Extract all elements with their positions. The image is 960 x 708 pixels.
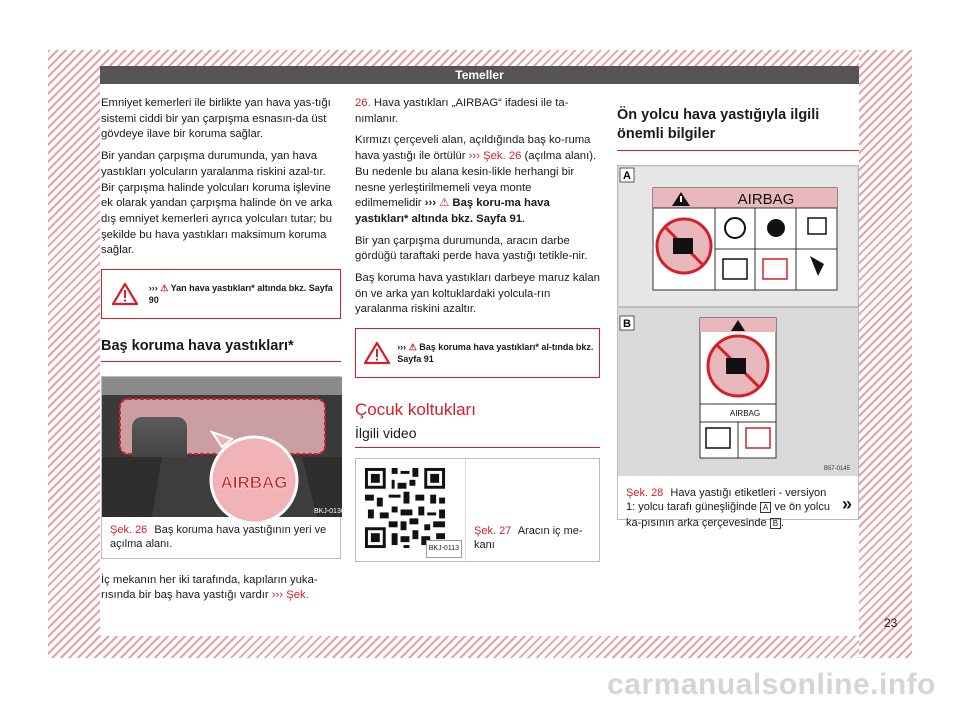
figure-label: Şek. 26 — [110, 523, 148, 536]
column-2 — [355, 96, 600, 562]
warning-reference[interactable]: Yan hava yastıkları* altında bkz. Sayfa 90 — [148, 283, 333, 306]
hatch-border-left — [48, 50, 100, 658]
figure-caption: Aracın iç me-kanı — [474, 524, 583, 552]
label-b: B — [623, 318, 631, 330]
label-a-text: AIRBAG — [737, 191, 795, 208]
paragraph: Emniyet kemerleri ile birlikte yan hava yas-tığı sistemi ciddi bir yan çarpışma esnasın-da üst gövdeye ilave bir koruma sağlar. — [101, 97, 331, 141]
paragraph: Hava yastıkları „AIRBAG“ ifadesi ile ta-nımlanır. — [355, 97, 569, 125]
page-content — [100, 84, 859, 636]
label-b-text: AIRBAG — [729, 409, 761, 418]
figure-code: B57-0145 — [823, 466, 850, 472]
figure-ref[interactable]: 26. — [355, 97, 371, 109]
small-warning-icon: ⚠ — [160, 283, 169, 294]
figure-label: Şek. 27 — [474, 524, 512, 537]
qr-code-panel[interactable] — [356, 459, 466, 561]
paragraph: İç mekanın her iki tarafında, kapıların yuka-rısında bir baş hava yastığı vardır — [101, 573, 318, 602]
column-3 — [617, 96, 859, 529]
column-1 — [101, 96, 345, 610]
figure-code: BKJ-0136 — [314, 507, 345, 515]
figure-caption: Baş koruma hava yastığının yeri ve açılma alanı. — [110, 523, 327, 551]
airbag-word-text: AIRBAG — [220, 472, 288, 492]
figure-code: BKJ-0113 — [426, 540, 462, 558]
hatch-border-right — [859, 50, 912, 658]
warning-reference[interactable]: Baş koruma hava yastıkları* al-tında bkz. Sayfa 91 — [397, 342, 594, 365]
figure-caption: Hava yastığı etiketleri - versiyon 1: yolcu tarafı güneşliğinde — [626, 486, 827, 514]
warning-box — [101, 269, 341, 319]
inline-label-a: A — [760, 502, 771, 513]
label-a: A — [623, 170, 631, 182]
subheading: İlgili video — [355, 426, 600, 448]
airbag-location-image — [102, 377, 345, 517]
airbag-labels-image — [618, 166, 858, 476]
paragraph: Bir yandan çarpışma durumunda, yan hava yastıkları yolcuların yaralanma riskini azal-tır. Bir çarpışma halinde yolcuları koruma işlevine ek olarak yandan çarpışma halinde ön ve arka dış emniyet kemerleri ayrıca yolcuları tutar; bu şekilde bu hava yastıkları maksimum koruma sağlar. — [101, 150, 333, 257]
watermark: carmanualsonline.info — [607, 668, 936, 701]
punctuation: . — [522, 212, 526, 225]
section-heading: Baş koruma hava yastıkları* — [101, 331, 341, 362]
figure-link[interactable]: ››› Şek. 26 — [468, 150, 522, 163]
punctuation: . — [781, 516, 785, 529]
figure-caption-mid: ve ön yolcu ka-pısının arka çerçevesinde — [626, 501, 830, 529]
link-arrows[interactable]: ››› — [397, 342, 407, 353]
hatch-border-bottom — [48, 636, 912, 658]
figure-27 — [355, 458, 600, 562]
small-warning-icon: ⚠ — [439, 197, 450, 210]
warning-triangle-icon — [356, 341, 397, 365]
paragraph: (açılma alanı). Bu nedenle bu alana kesin-likle herhangi bir nesne yerleştirilmemeli veya monte edilmemelidir — [355, 150, 597, 210]
paragraph: Bir yan çarpışma durumunda, aracın darbe gördüğü taraftaki perde hava yastığı tetikle-nir. — [355, 234, 588, 263]
figure-link[interactable]: ››› Şek. — [271, 589, 309, 602]
section-heading: Ön yolcu hava yastığıyla ilgili önemli bilgiler — [617, 98, 859, 151]
section-header: Temeller — [100, 66, 859, 84]
warning-box — [355, 328, 600, 378]
link-arrows[interactable]: ››› — [424, 197, 436, 210]
figure-28 — [617, 165, 859, 529]
paragraph: Kırmızı çerçeveli alan, açıldığında baş ko-ruma hava yastığı ile örtülür — [355, 134, 591, 163]
figure-26 — [101, 376, 345, 559]
warning-reference[interactable]: Baş koru-ma hava yastıkları* altında bkz. Sayfa 91 — [355, 197, 550, 225]
figure-label: Şek. 28 — [626, 486, 664, 499]
qr-code-icon[interactable] — [362, 465, 448, 551]
continue-arrow-icon: » — [841, 494, 852, 515]
paragraph: Baş koruma hava yastıkları darbeye maruz kalan ön ve arka yan koltuklardaki yolcula-rın yaralanma riskini azaltır. — [355, 272, 600, 316]
small-warning-icon: ⚠ — [408, 342, 417, 353]
link-arrows[interactable]: ››› — [148, 283, 158, 294]
hatch-border-top — [48, 50, 912, 66]
warning-triangle-icon — [102, 282, 149, 306]
section-heading: Çocuk koltukları — [355, 400, 476, 420]
inline-label-b: B — [770, 518, 781, 529]
page-number: 23 — [884, 616, 898, 630]
